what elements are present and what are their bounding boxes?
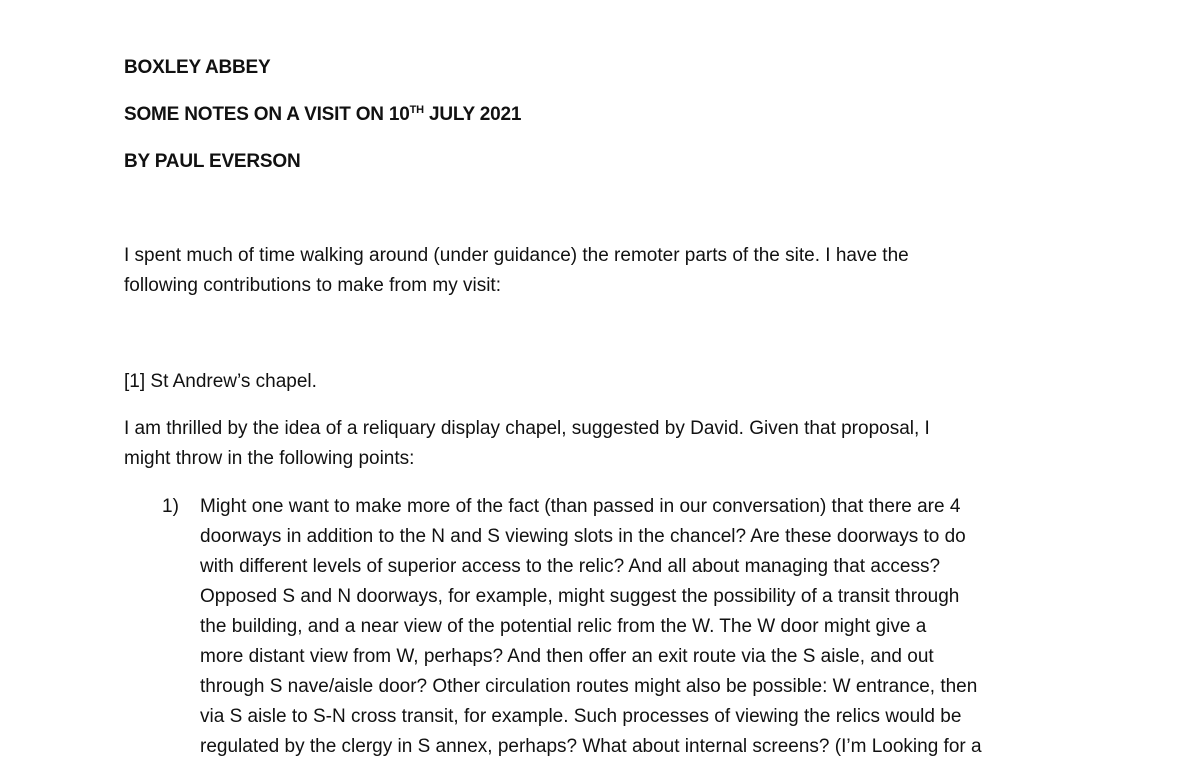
intro-paragraph <box>124 241 1084 301</box>
subtitle-suffix: JULY 2021 <box>423 104 522 125</box>
intro-line: I spent much of time walking around (under guidance) the remoter parts of the site. I have the <box>124 245 909 266</box>
document-title: BOXLEY ABBEY <box>124 57 271 78</box>
list-item-line: regulated by the clergy in S annex, perhaps? What about internal screens? (I’m Looking for a <box>200 736 982 757</box>
document-subtitle <box>124 104 521 126</box>
document-byline: BY PAUL EVERSON <box>124 151 301 172</box>
list-item-number: 1) <box>162 496 179 517</box>
section-heading: [1] St Andrew’s chapel. <box>124 371 317 392</box>
section-intro-paragraph <box>124 414 1084 474</box>
list-item-line: the building, and a near view of the potential relic from the W. The W door might give a <box>200 616 927 637</box>
list-item-line: Opposed S and N doorways, for example, might suggest the possibility of a transit through <box>200 586 960 607</box>
list-item-line: through S nave/aisle door? Other circulation routes might also be possible: W entrance, then <box>200 676 978 697</box>
list-item-line: with different levels of superior access to the relic? And all about managing that access? <box>200 556 941 577</box>
list-item-line: more distant view from W, perhaps? And then offer an exit route via the S aisle, and out <box>200 646 934 667</box>
list-item-line: Might one want to make more of the fact (than passed in our conversation) that there are 4 <box>200 496 961 517</box>
subtitle-superscript: TH <box>409 104 424 116</box>
intro-line: following contributions to make from my visit: <box>124 275 501 296</box>
section-intro-line: I am thrilled by the idea of a reliquary display chapel, suggested by David. Given that proposal, I <box>124 418 930 439</box>
list-item-line: via S aisle to S-N cross transit, for example. Such processes of viewing the relics would be <box>200 706 962 727</box>
list-item-body <box>200 492 1100 762</box>
list-item-line: doorways in addition to the N and S viewing slots in the chancel? Are these doorways to do <box>200 526 966 547</box>
section-intro-line: might throw in the following points: <box>124 448 415 469</box>
subtitle-prefix: SOME NOTES ON A VISIT ON 10 <box>124 104 410 125</box>
